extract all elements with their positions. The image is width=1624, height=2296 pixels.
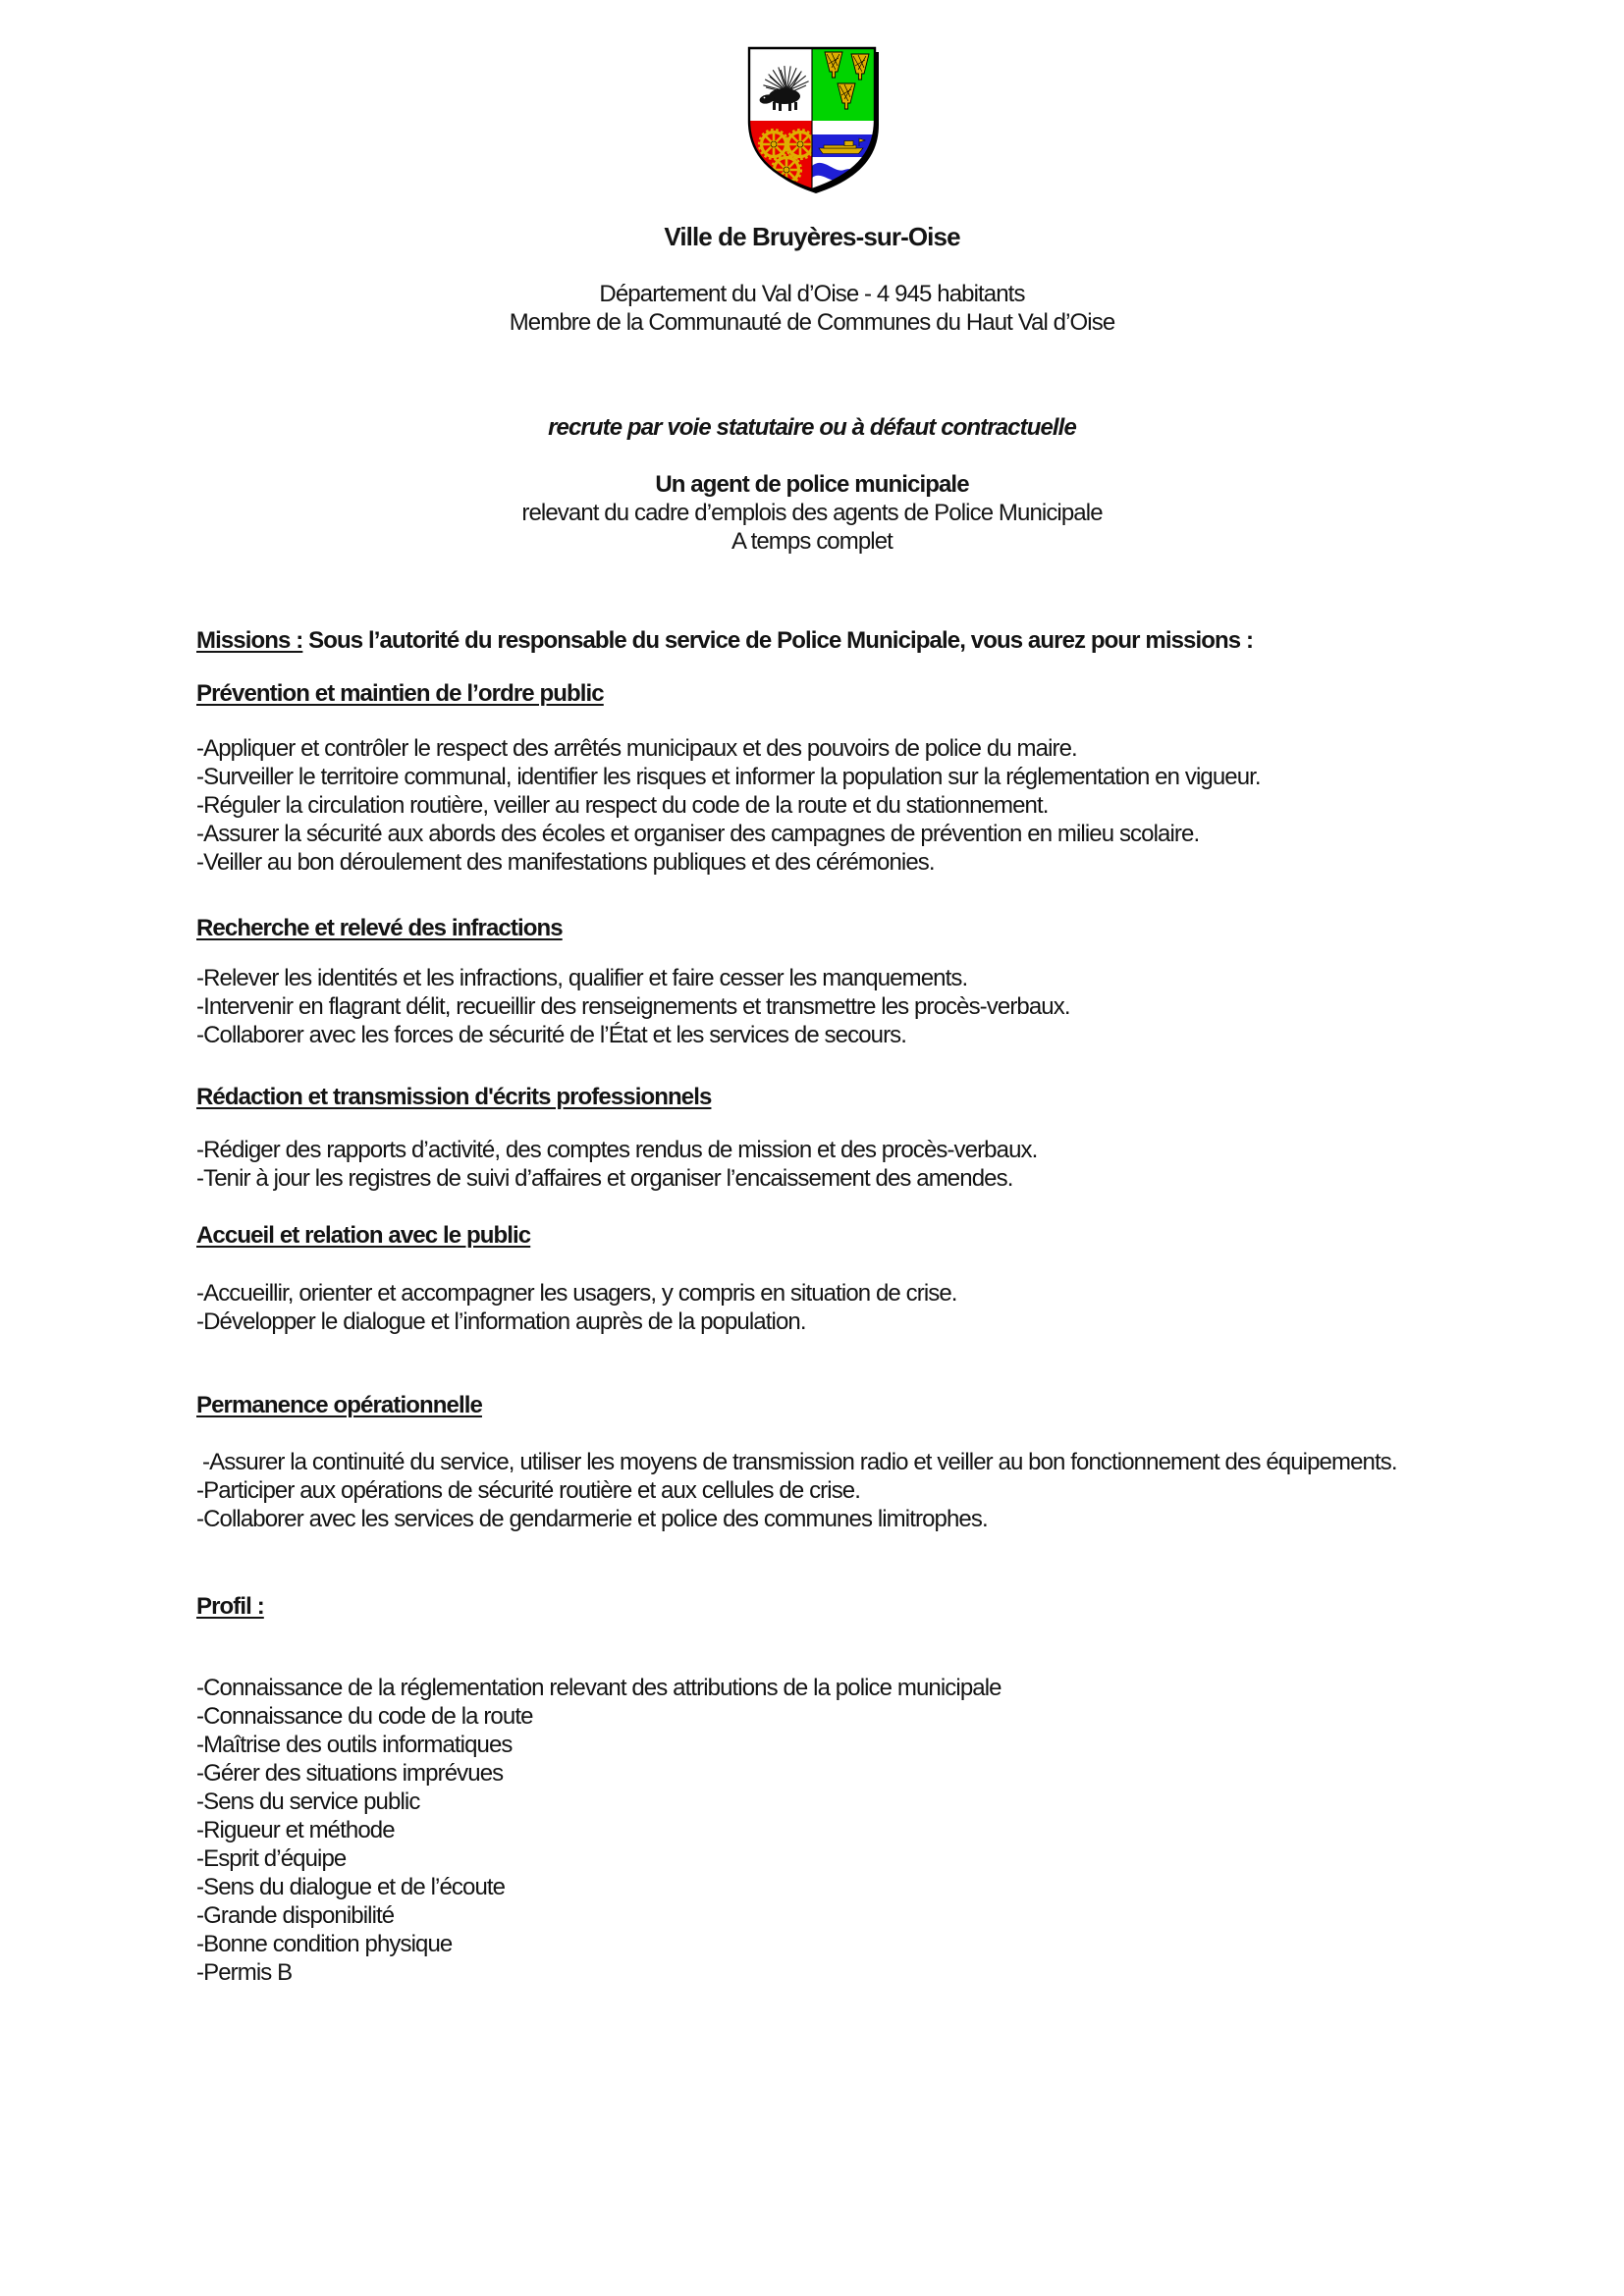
mission-item: -Tenir à jour les registres de suivi d’affaires et organiser l’encaissement des amendes. xyxy=(196,1165,1013,1192)
coat-of-arms-bruyeres-sur-oise-icon xyxy=(743,44,881,193)
section-redaction xyxy=(196,1083,1428,1193)
section-items xyxy=(196,1448,1428,1533)
mission-item: -Accueillir, orienter et accompagner les usagers, y compris en situation de crise. xyxy=(196,1280,957,1307)
section-prevention xyxy=(196,679,1428,877)
mission-item: -Rédiger des rapports d’activité, des comptes rendus de mission et des procès-verbaux. xyxy=(196,1137,1038,1163)
page-title: Ville de Bruyères-sur-Oise xyxy=(664,222,960,251)
section-heading: Accueil et relation avec le public xyxy=(196,1222,531,1249)
position-block xyxy=(196,470,1428,556)
profil-item: -Esprit d’équipe xyxy=(196,1845,347,1872)
mission-item: -Surveiller le territoire communal, identifier les risques et informer la population sur la réglementation en vigueur. xyxy=(196,764,1261,790)
section-permanence xyxy=(196,1391,1428,1533)
job-cadre-line: relevant du cadre d’emplois des agents de Police Municipale xyxy=(521,500,1103,526)
mission-item: -Appliquer et contrôler le respect des arrêtés municipaux et des pouvoirs de police du maire. xyxy=(196,735,1077,762)
section-accueil xyxy=(196,1221,1428,1336)
section-heading: Rédaction et transmission d'écrits professionnels xyxy=(196,1084,712,1110)
section-recherche xyxy=(196,914,1428,1049)
profil-item: -Maîtrise des outils informatiques xyxy=(196,1732,513,1758)
mission-item: -Participer aux opérations de sécurité routière et aux cellules de crise. xyxy=(196,1477,861,1504)
job-time-line: A temps complet xyxy=(731,528,893,555)
section-profil xyxy=(196,1592,1428,1987)
missions-label: Missions : xyxy=(196,627,303,654)
profil-item: -Grande disponibilité xyxy=(196,1902,395,1929)
mission-item: -Relever les identités et les infractions, qualifier et faire cesser les manquements. xyxy=(196,965,968,991)
mission-item: -Réguler la circulation routière, veiller au respect du code de la route et du stationnement. xyxy=(196,792,1049,819)
section-items xyxy=(196,964,1428,1049)
department-line: Département du Val d’Oise - 4 945 habitants xyxy=(599,281,1025,307)
section-items xyxy=(196,734,1428,877)
mission-item: -Assurer la continuité du service, utiliser les moyens de transmission radio et veiller au bon fonctionnement des équipements. xyxy=(202,1449,1397,1475)
community-line: Membre de la Communauté de Communes du Haut Val d’Oise xyxy=(509,309,1115,336)
profil-item: -Permis B xyxy=(196,1959,293,1986)
profil-item: -Sens du dialogue et de l’écoute xyxy=(196,1874,506,1900)
missions-intro xyxy=(196,626,1428,655)
profil-item: -Connaissance du code de la route xyxy=(196,1703,533,1730)
section-heading: Permanence opérationnelle xyxy=(196,1392,482,1418)
section-heading: Recherche et relevé des infractions xyxy=(196,915,563,941)
missions-intro-text: Sous l’autorité du responsable du service de Police Municipale, vous aurez pour missions : xyxy=(308,627,1254,654)
profil-item: -Rigueur et méthode xyxy=(196,1817,395,1843)
mission-item: -Assurer la sécurité aux abords des écoles et organiser des campagnes de prévention en milieu scolaire. xyxy=(196,821,1200,847)
section-heading: Prévention et maintien de l’ordre public xyxy=(196,680,604,707)
mission-item: -Intervenir en flagrant délit, recueillir des renseignements et transmettre les procès-verbaux. xyxy=(196,993,1070,1020)
section-items xyxy=(196,1279,1428,1336)
profil-item: -Connaissance de la réglementation relevant des attributions de la police municipale xyxy=(196,1675,1001,1701)
job-title: Un agent de police municipale xyxy=(655,471,969,498)
profil-item: -Bonne condition physique xyxy=(196,1931,453,1957)
recruit-line: recrute par voie statutaire ou à défaut contractuelle xyxy=(548,414,1076,441)
mission-item: -Développer le dialogue et l’information auprès de la population. xyxy=(196,1308,806,1335)
mission-item: -Collaborer avec les services de gendarmerie et police des communes limitrophes. xyxy=(196,1506,988,1532)
profil-item: -Sens du service public xyxy=(196,1789,420,1815)
header-subtitle-block xyxy=(196,280,1428,337)
mission-item: -Collaborer avec les forces de sécurité de l’État et les services de secours. xyxy=(196,1022,907,1048)
profil-item: -Gérer des situations imprévues xyxy=(196,1760,504,1787)
mission-item: -Veiller au bon déroulement des manifestations publiques et des cérémonies. xyxy=(196,849,935,876)
section-items xyxy=(196,1136,1428,1193)
profil-heading: Profil : xyxy=(196,1593,264,1620)
profil-items xyxy=(196,1674,1428,1987)
